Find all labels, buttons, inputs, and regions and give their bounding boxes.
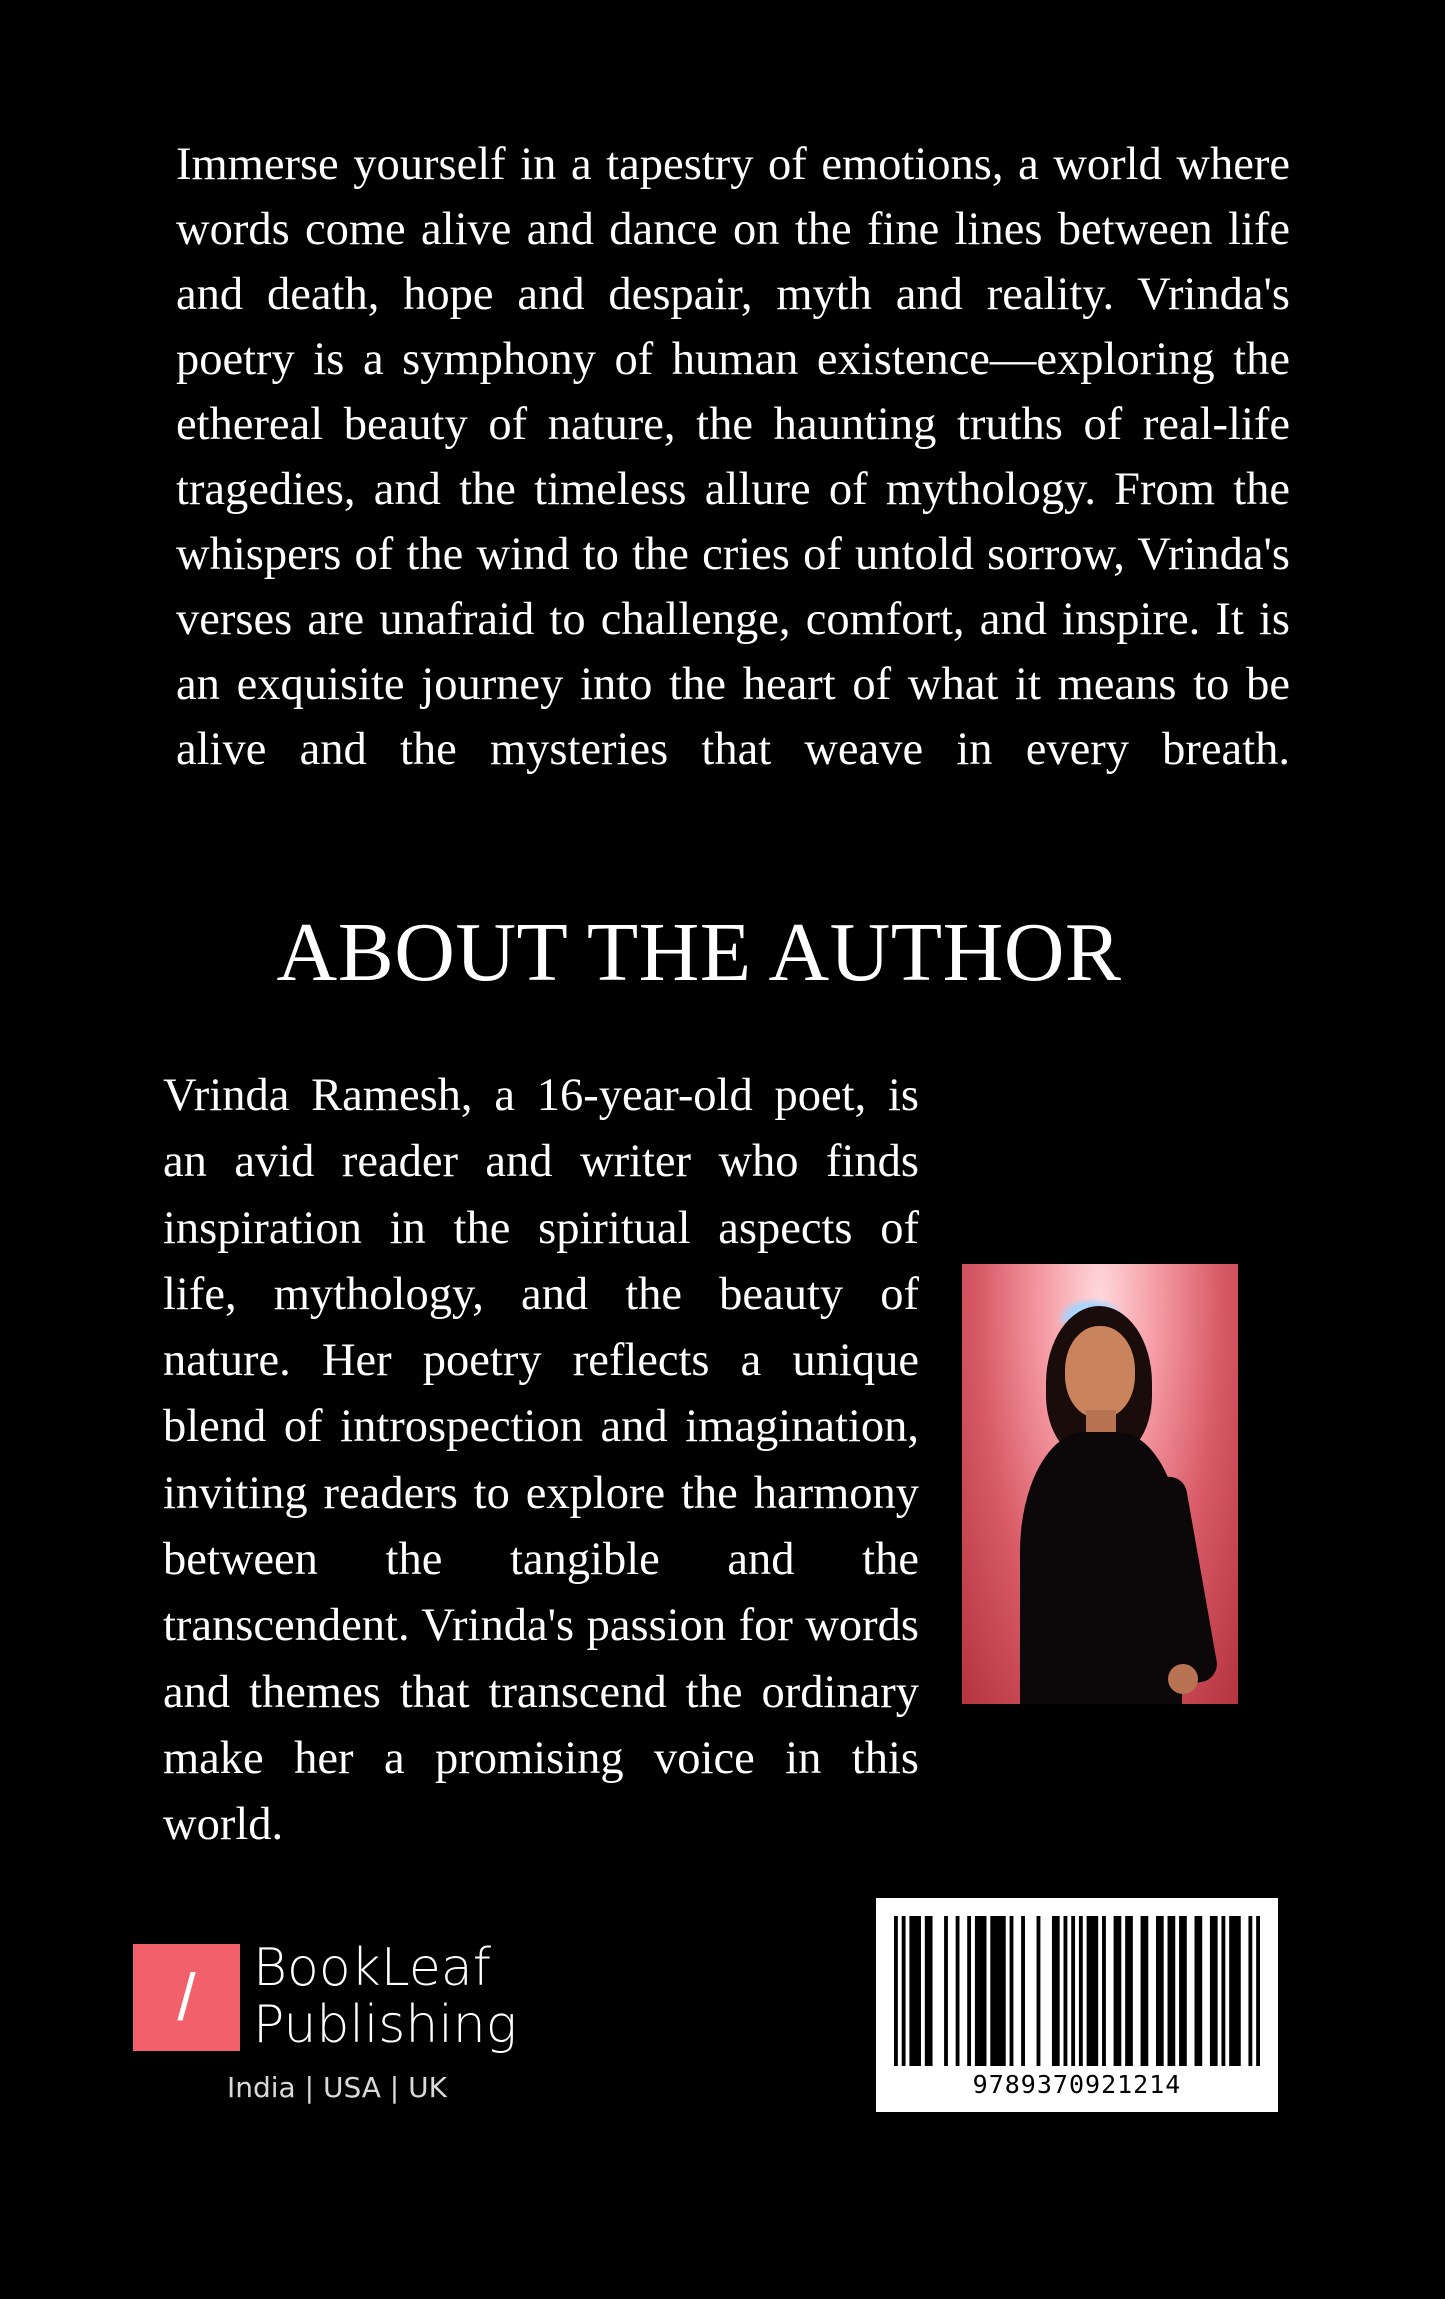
barcode-bar (967, 1916, 971, 2066)
barcode-bar (1010, 1916, 1014, 2066)
barcode-bar (1071, 1916, 1075, 2066)
publisher-name (253, 1940, 517, 2054)
barcode-bar (1179, 1916, 1187, 2066)
barcode-bar (902, 1916, 906, 2066)
author-face (1065, 1326, 1135, 1418)
barcode-bar (1064, 1916, 1068, 2066)
barcode-bars (894, 1916, 1260, 2066)
barcode-bar (1156, 1916, 1164, 2066)
barcode-bar (1102, 1916, 1106, 2066)
barcode-bar (1256, 1916, 1260, 2066)
barcode-bar (1141, 1916, 1149, 2066)
book-blurb: Immerse yourself in a tapestry of emotions, a world where words come alive and dance on the fine lines between life and death, hope and despair, myth and reality. Vrinda's poetry is a symphony of human existence—exploring the ethereal beauty of nature, the haunting truths of real-life tragedies, and the timeless allure of mythology. From the whispers of the wind to the cries of untold sorrow, Vrinda's verses are unafraid to challenge, comfort, and inspire. It is an exquisite journey into the heart of what it means to be alive and the mysteries that weave in every breath. (176, 139, 1290, 775)
about-author-heading: ABOUT THE AUTHOR (276, 906, 1122, 999)
barcode-bar (894, 1916, 898, 2066)
barcode-bar (1195, 1916, 1203, 2066)
barcode-bar (1037, 1916, 1041, 2066)
barcode-bar (1052, 1916, 1060, 2066)
barcode-bar (1221, 1916, 1225, 2066)
barcode-bar (1168, 1916, 1176, 2066)
barcode-bar (1021, 1916, 1025, 2066)
barcode-bar (909, 1916, 921, 2066)
barcode-bar (1079, 1916, 1083, 2066)
barcode-bar (1248, 1916, 1252, 2066)
publisher-mark-glyph: / (177, 1960, 196, 2034)
barcode-bar (1087, 1916, 1099, 2066)
barcode-bar (956, 1916, 960, 2066)
barcode-bar (944, 1916, 948, 2066)
barcode-bar (1114, 1916, 1122, 2066)
barcode-bar (1125, 1916, 1133, 2066)
barcode-bar (1210, 1916, 1218, 2066)
author-hand (1168, 1664, 1198, 1694)
publisher-logo (133, 1938, 528, 2124)
isbn-number: 9789370921214 (972, 2070, 1182, 2099)
barcode-bar (925, 1916, 933, 2066)
publisher-name-line2: Publishing (253, 1995, 517, 2055)
barcode-bar (975, 1916, 987, 2066)
author-photo (962, 1264, 1238, 1704)
author-bio: Vrinda Ramesh, a 16-year-old poet, is an avid reader and writer who finds inspiration in the spiritual aspects of life, mythology, and the beauty of nature. Her poetry reflects a unique blend of introspection and imagination, inviting readers to explore the harmony between the tangible and the transcendent. Vrinda's passion for words and themes that transcend the ordinary make her a promising voice in this world. (163, 1070, 919, 1851)
barcode-bar (990, 1916, 1005, 2066)
isbn-barcode (876, 1898, 1278, 2112)
publisher-mark-icon (133, 1944, 240, 2051)
publisher-locations: India | USA | UK (227, 2071, 447, 2104)
publisher-name-line1: BookLeaf (253, 1938, 492, 1998)
barcode-bar (1229, 1916, 1241, 2066)
